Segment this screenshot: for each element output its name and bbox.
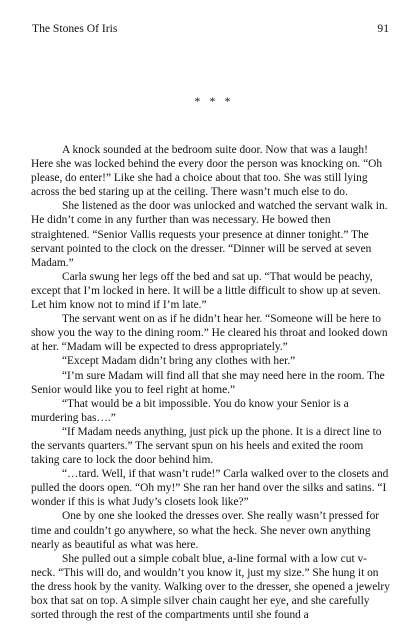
paragraph: She listened as the door was unlocked and watched the servant walk in. He didn’t come in any further than was necessary. He bowed then straightened. “Senior Vallis requests your presence at dinner tonight.” The servant pointed to the clock on the dresser. “Dinner will be served at seven Madam.”: [31, 200, 388, 269]
body-text: [31, 143, 390, 622]
paragraph: “Except Madam didn’t bring any clothes with her.”: [62, 355, 296, 368]
book-title: The Stones Of Iris: [32, 22, 118, 35]
paragraph: “…tard. Well, if that wasn’t rude!” Carla walked over to the closets and pulled the doors open. “Oh my!” She ran her hand over the silks and satins. “I wonder if this is what Judy’s closets look like?”: [31, 468, 389, 509]
paragraph: Carla swung her legs off the bed and sat up. “That would be peachy, except that I’m locked in here. It will be a little difficult to show up at seven. Let him know not to mind if I’m late.”: [31, 270, 381, 312]
paragraph: “I’m sure Madam will find all that she may need here in the room. The Senior would like you to feel right at home.”: [31, 369, 385, 396]
paragraph: One by one she looked the dresses over. She really wasn’t pressed for time and couldn’t go anywhere, so what the heck. She never own anything nearly as beautiful as what was here.: [31, 510, 380, 551]
paragraph: The servant went on as if he didn’t hear her. “Someone will be here to show you the way to the dining room.” He cleared his throat and looked down at her. “Madam will be expected to dress appropriately.”: [31, 313, 388, 354]
paragraph: A knock sounded at the bedroom suite door. Now that was a laugh! Here she was locked behind the every door the person was knocking on. “Oh please, do enter!” Like she had a choice about that too. She was still lying across the bed staring up at the ceiling. There wasn’t much else to do.: [31, 144, 383, 199]
paragraph: “If Madam needs anything, just pick up the phone. It is a direct line to the servants quarters.” The servant spun on his heels and exited the room taking care to lock the door behind him.: [31, 425, 382, 467]
paragraph: “That would be a bit impossible. You do know your Senior is a murdering bas….”: [31, 397, 349, 424]
page-number: 91: [377, 22, 389, 35]
paragraph: She pulled out a simple cobalt blue, a-line formal with a low cut v-neck. “This will do, and wouldn’t you know it, just my size.” She hung it on the dress hook by the vanity. Walking over to the dresser, she opened a jewelry box that sat on top. A simple silver chain caught her eye, and she carefully sorted through the rest of the compartments until she found a: [31, 552, 390, 622]
running-header: [32, 21, 389, 37]
scene-break: * * *: [194, 96, 234, 108]
